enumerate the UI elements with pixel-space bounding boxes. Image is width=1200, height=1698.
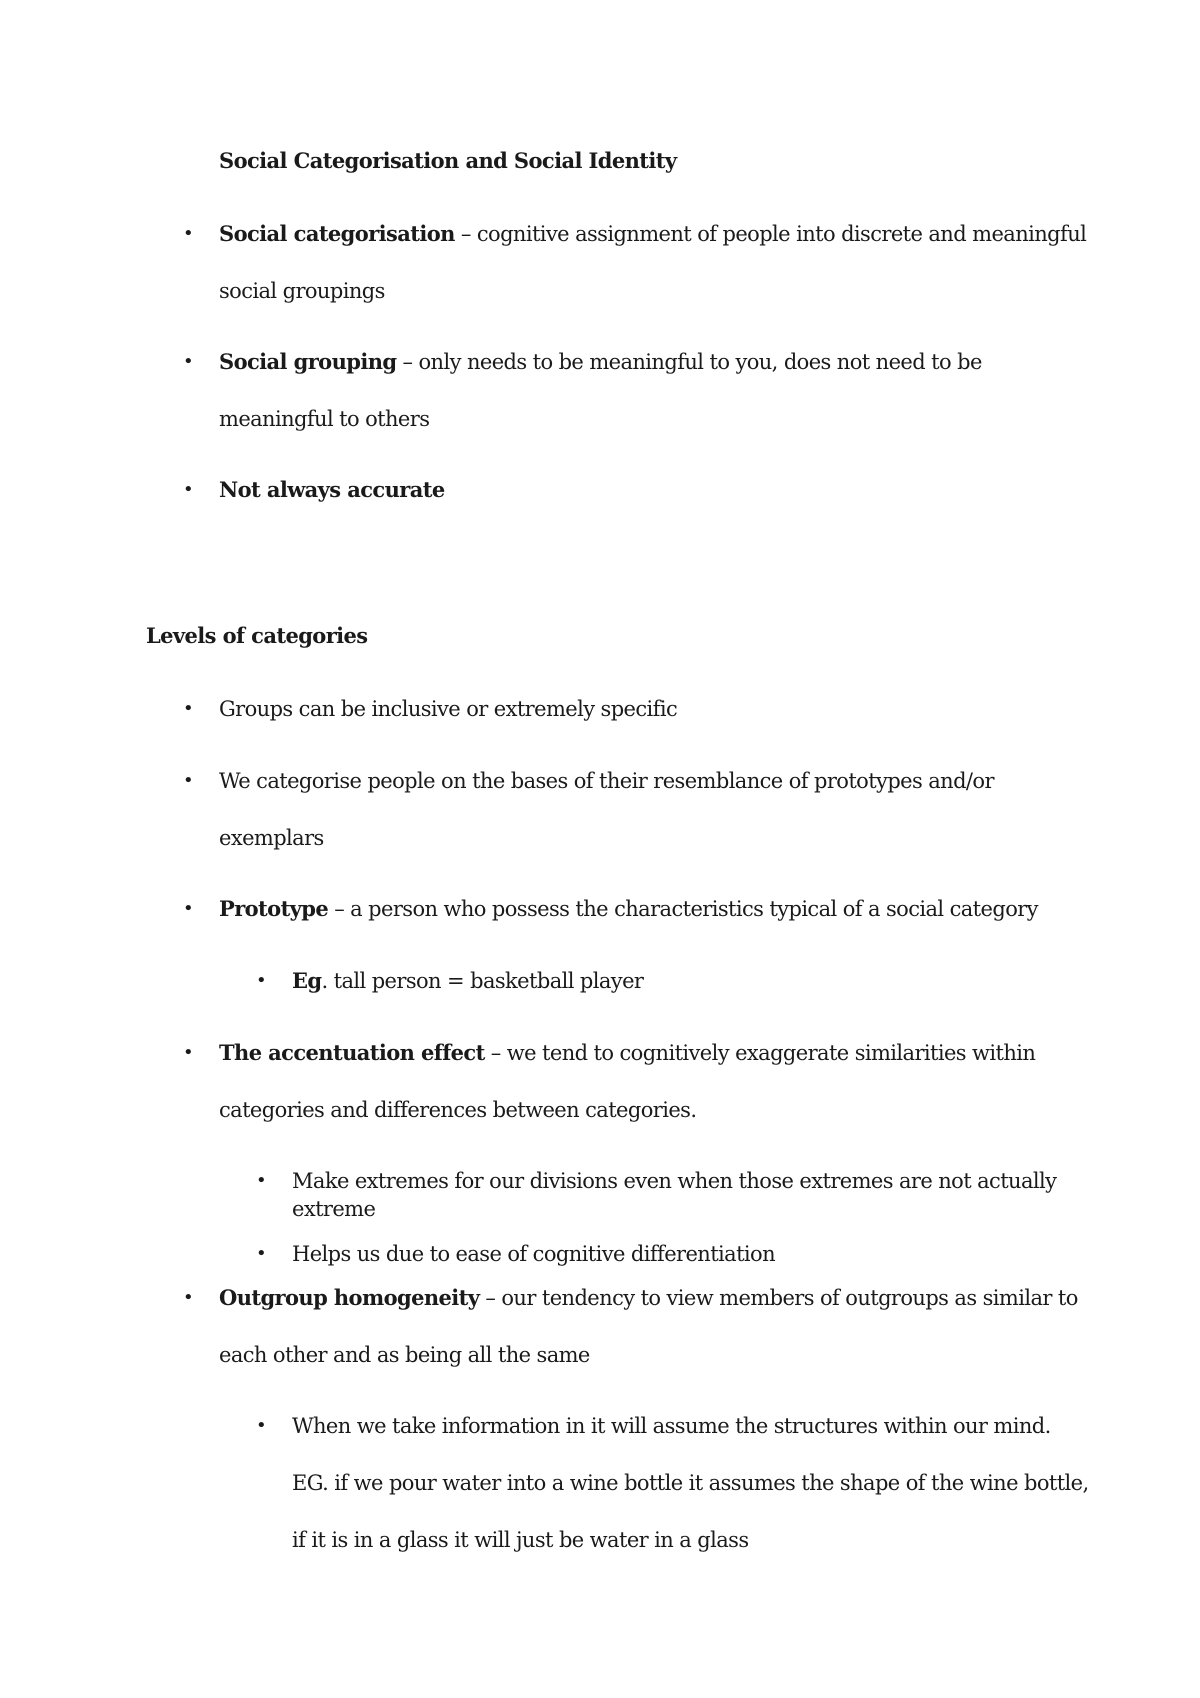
term: Outgroup homogeneity <box>219 1285 480 1310</box>
list-item-continuation: each other and as being all the same <box>219 1343 590 1367</box>
sub-list-item-continuation: if it is in a glass it will just be water in a glass <box>292 1528 749 1552</box>
sub-list-item-continuation: extreme <box>292 1197 376 1221</box>
definition: – a person who possess the characteristics typical of a social category <box>328 897 1038 921</box>
sub-list-item: When we take information in it will assume the structures within our mind. <box>292 1414 1051 1438</box>
sub-list-item: Helps us due to ease of cognitive differentiation <box>292 1242 776 1266</box>
definition: – cognitive assignment of people into discrete and meaningful <box>454 222 1087 246</box>
list-item: Groups can be inclusive or extremely specific <box>219 697 678 721</box>
term: Social categorisation <box>219 221 455 246</box>
page-title: Social Categorisation and Social Identity <box>219 148 677 173</box>
list-item <box>219 1285 1078 1311</box>
bullet-icon: • <box>256 1170 267 1191</box>
list-item-continuation: meaningful to others <box>219 407 430 431</box>
term: Prototype <box>219 896 329 921</box>
list-item <box>219 349 982 375</box>
bullet-icon: • <box>183 698 194 719</box>
bullet-icon: • <box>183 351 194 372</box>
bullet-icon: • <box>256 1415 267 1436</box>
definition: . tall person = basketball player <box>321 969 644 993</box>
term: Eg <box>292 968 322 993</box>
bullet-icon: • <box>183 1287 194 1308</box>
bullet-icon: • <box>183 898 194 919</box>
list-item-continuation: exemplars <box>219 826 324 850</box>
list-item-continuation: categories and differences between categories. <box>219 1098 697 1122</box>
definition: – we tend to cognitively exaggerate similarities within <box>484 1041 1036 1065</box>
sub-list-item <box>292 968 643 994</box>
sub-list-item-continuation: EG. if we pour water into a wine bottle it assumes the shape of the wine bottle, <box>292 1471 1089 1495</box>
bullet-icon: • <box>256 970 267 991</box>
list-item <box>219 896 1038 922</box>
definition: – our tendency to view members of outgroups as similar to <box>479 1286 1078 1310</box>
bullet-icon: • <box>183 1042 194 1063</box>
bullet-icon: • <box>183 770 194 791</box>
list-item: Not always accurate <box>219 477 445 502</box>
bullet-icon: • <box>183 479 194 500</box>
list-item-continuation: social groupings <box>219 279 385 303</box>
list-item <box>219 1040 1035 1066</box>
bullet-icon: • <box>183 223 194 244</box>
definition: – only needs to be meaningful to you, does not need to be <box>396 350 982 374</box>
sub-list-item: Make extremes for our divisions even when those extremes are not actually <box>292 1169 1057 1193</box>
list-item: We categorise people on the bases of their resemblance of prototypes and/or <box>219 769 994 793</box>
term: The accentuation effect <box>219 1040 485 1065</box>
list-item <box>219 221 1086 247</box>
term: Social grouping <box>219 349 397 374</box>
section-heading: Levels of categories <box>146 623 368 648</box>
bullet-icon: • <box>256 1243 267 1264</box>
